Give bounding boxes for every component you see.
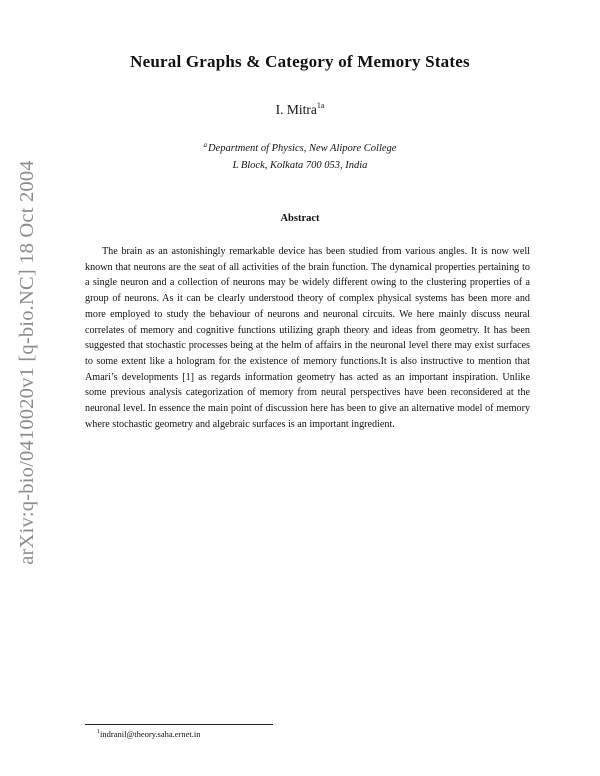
- affiliation-marker: a: [203, 141, 208, 149]
- affiliation-department: Department of Physics, New Alipore College: [208, 143, 397, 154]
- arxiv-identifier-text: arXiv:q-bio/0410020v1 [q-bio.NC] 18 Oct 2004: [15, 159, 38, 565]
- footnote-rule: [85, 724, 273, 725]
- author-line: [80, 101, 520, 118]
- affiliation-block: [80, 137, 520, 174]
- paper-title: Neural Graphs & Category of Memory States: [130, 52, 470, 71]
- footnote: [97, 729, 201, 739]
- affiliation-line-1: [80, 137, 520, 157]
- author-name: I. Mitra: [275, 102, 317, 117]
- footnote-marker: 1: [97, 729, 100, 735]
- affiliation-line-2: L Block, Kolkata 700 053, India: [232, 160, 368, 171]
- abstract-body: The brain as an astonishingly remarkable device has been studied from various angles. It is now well known that neurons are the seat of all activities of the brain function. The dynamical properties pertaining to a single neuron and a collection of neurons may be widely different owing to the clustering properties of a group of neurons. As it can be clearly understood theory of complex physical systems has been more and more employed to study the behaviour of neurons and neuronal circuits. We here mainly discuss neural correlates of memory and cognitive functions utilizing graph theory and ideas from geometry. It has been suggested that stochastic processes being at the helm of affairs in the neuronal level there may exist surfaces to some extent like a hologram for the existence of memory functions.It is also instructive to mention that Amari’s developments [1] as regards information geometry has acted as an important inspiration. Unlike some previous analysis categorization of memory from neural perspectives have been reconsidered at the neuronal level. In essence the main point of discussion here has been to give an alternative model of memory where stochastic geometry and algebraic surfaces is an important ingredient.: [85, 246, 530, 430]
- author-markers: 1a: [316, 101, 325, 110]
- arxiv-identifier-stamp: [8, 159, 46, 565]
- abstract-heading: Abstract: [280, 213, 320, 224]
- footnote-email: indranil@theory.saha.ernet.in: [100, 729, 201, 739]
